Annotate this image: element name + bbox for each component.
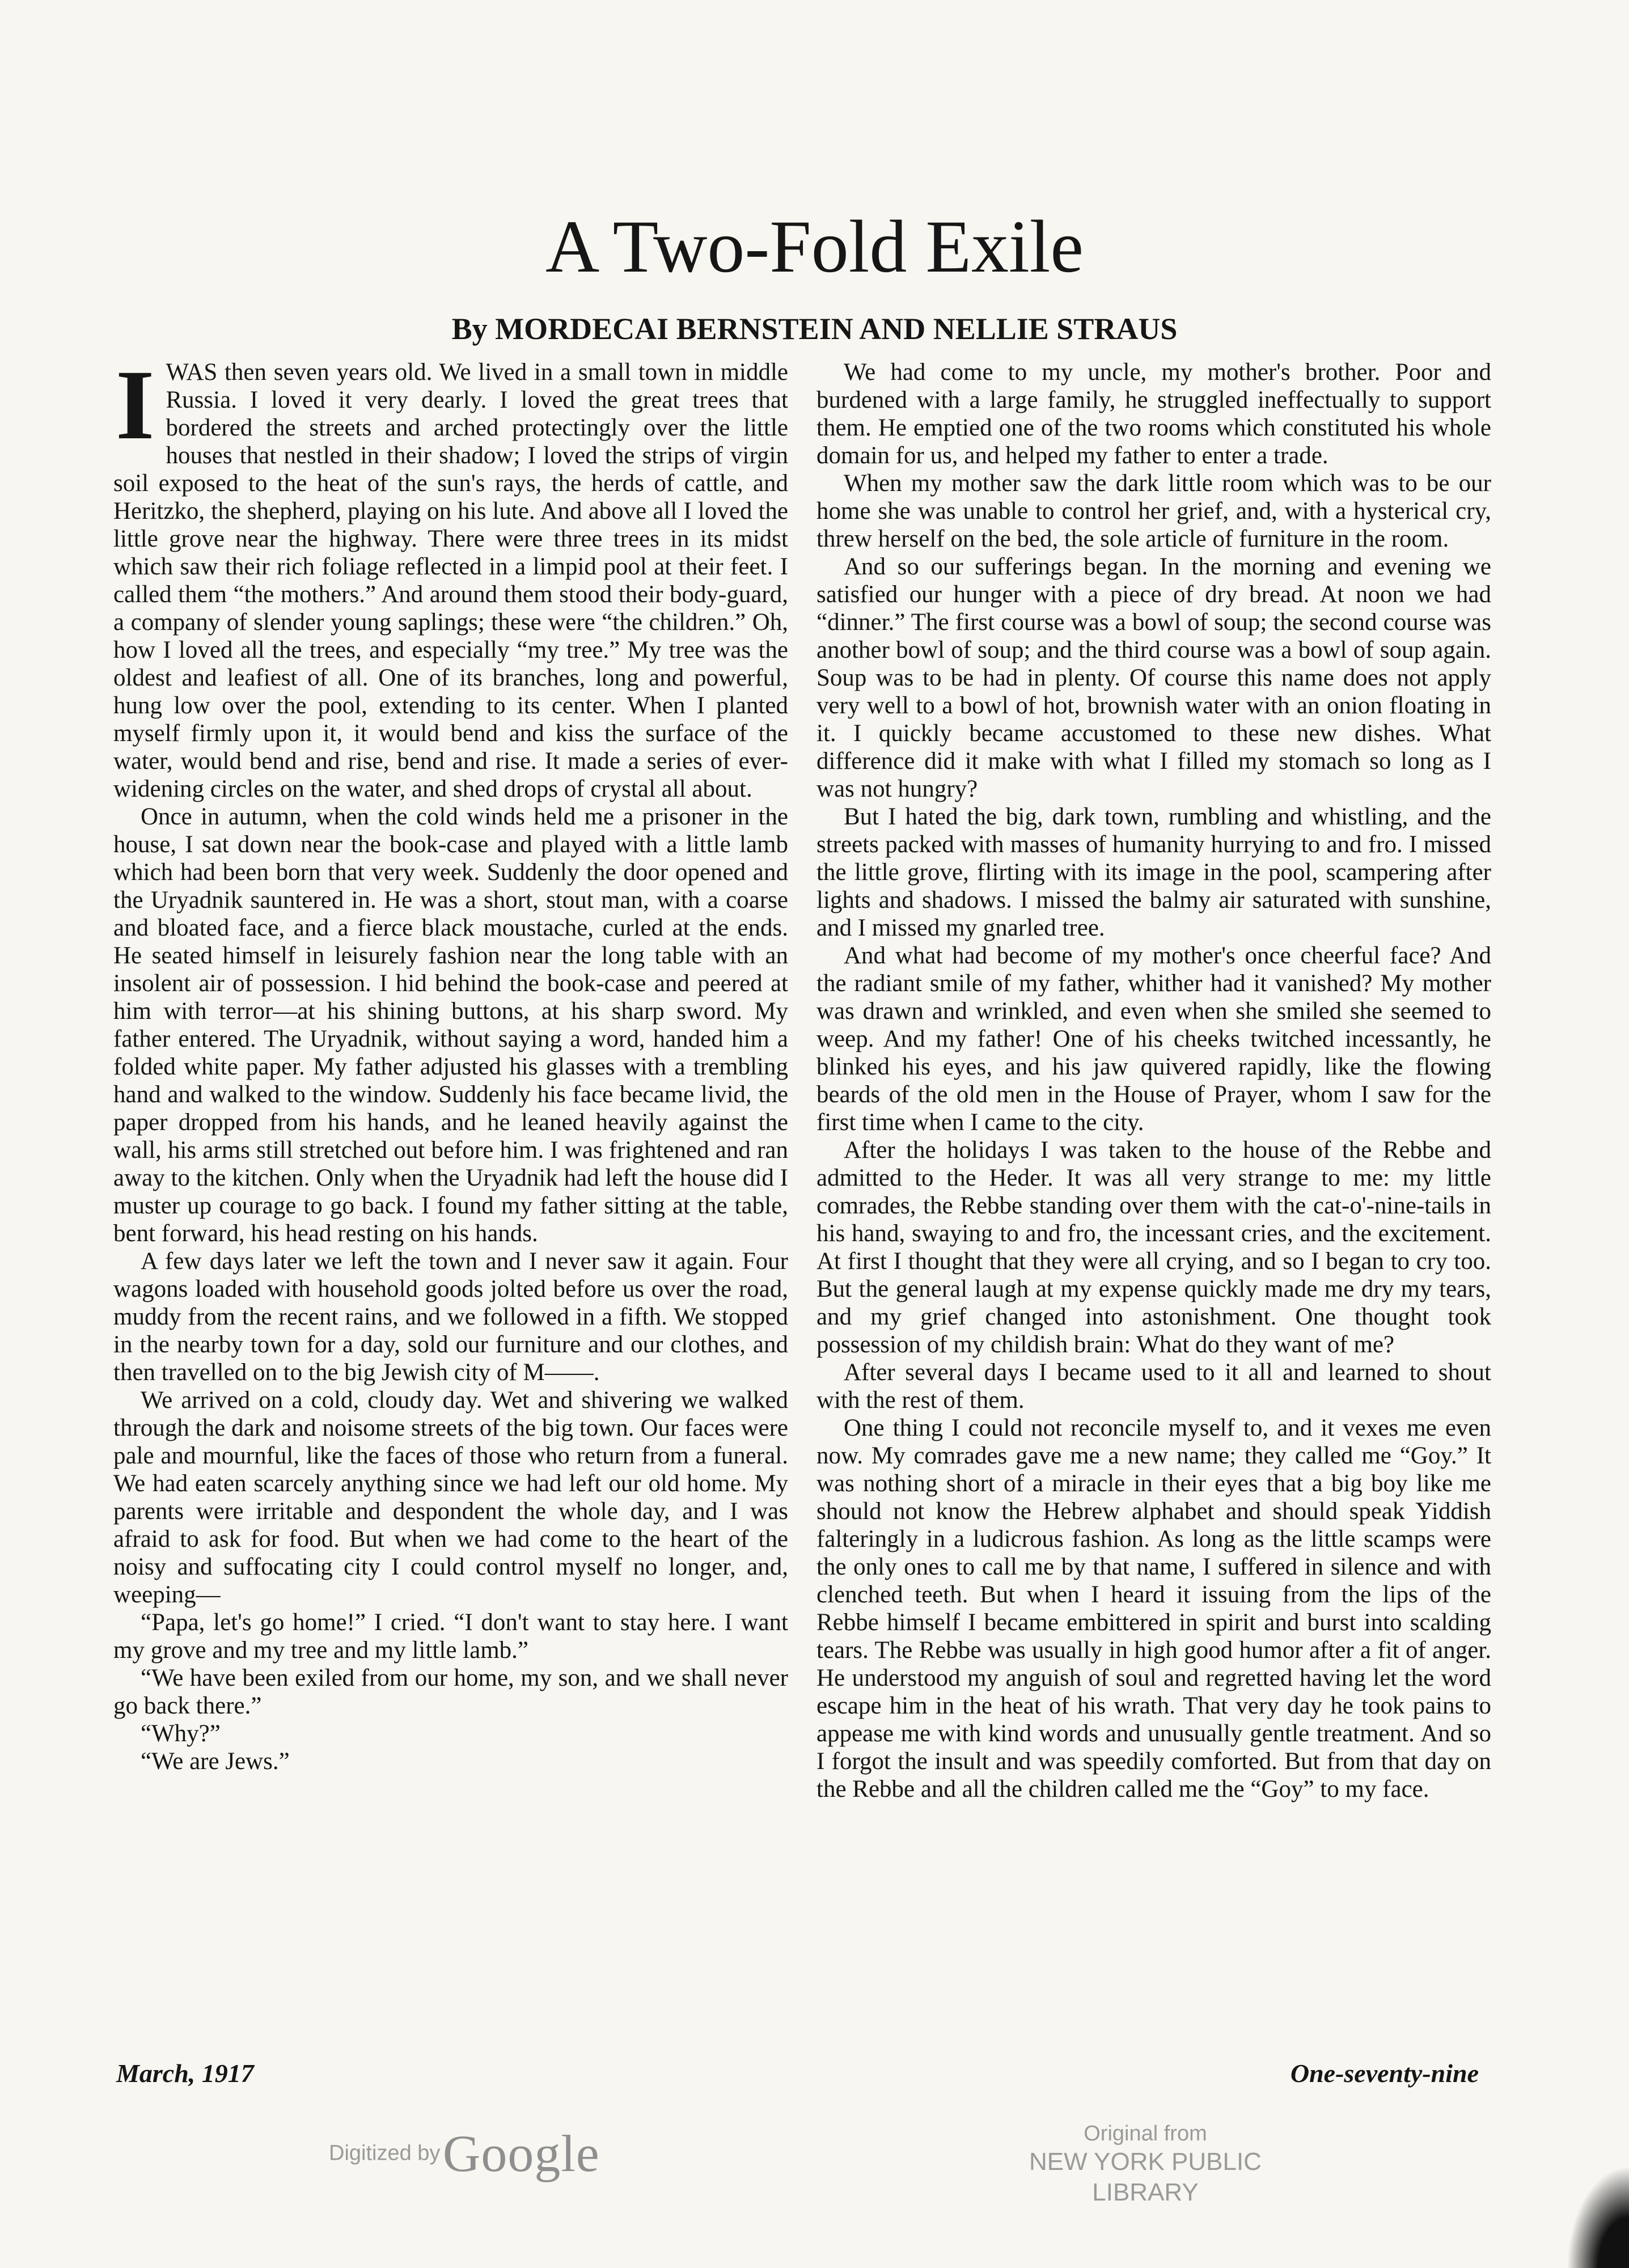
paragraph: We had come to my uncle, my mother's brother. Poor and burdened with a large family, he struggled ineffectually to support them. He emptied one of the two rooms which constituted his whole domain for us, and helped my father to enter a trade. (816, 359, 1491, 469)
footer-date: March, 1917 (116, 2059, 254, 2088)
paragraph: “We have been exiled from our home, my son, and we shall never go back there.” (113, 1665, 788, 1719)
article-title: A Two-Fold Exile (545, 205, 1084, 288)
paragraph: Once in autumn, when the cold winds held me a prisoner in the house, I sat down near the book-case and played with a little lamb which had been born that very week. Suddenly the door opened and the Uryadnik sauntered in. He was a short, stout man, with a coarse and bloated face, and a fierce black moustache, curled at the ends. He seated himself in leisurely fashion near the long table with an insolent air of possession. I hid behind the book-case and peered at him with terror—at his shining buttons, at his sharp sword. My father entered. The Uryadnik, without saying a word, handed him a folded white paper. My father adjusted his glasses with a trembling hand and walked to the window. Suddenly his face became livid, the paper dropped from his hands, and he leaned heavily against the wall, his arms still stretched out before him. I was frightened and ran away to the kitchen. Only when the Uryadnik had left the house did I muster up courage to go back. I found my father sitting at the table, bent forward, his head resting on his hands. (113, 803, 788, 1247)
scan-edge-shadow (1567, 2166, 1629, 2268)
paragraph: “Papa, let's go home!” I cried. “I don't want to stay here. I want my grove and my tree and my little lamb.” (113, 1609, 788, 1664)
google-logo: Google (442, 2125, 600, 2182)
paragraph: When my mother saw the dark little room which was to be our home she was unable to control her grief, and, with a hysterical cry, threw herself on the bed, the sole article of furniture in the room. (816, 470, 1491, 552)
paragraph: WAS then seven years old. We lived in a small town in middle Russia. I loved it very dearly. I loved the great trees that bordered the streets and arched protectingly over the little houses that nestled in their shadow; I loved the strips of virgin soil exposed to the heat of the sun's rays, the herds of cattle, and Heritzko, the shepherd, playing on his lute. And above all I loved the little grove near the highway. There were three trees in its midst which saw their rich foliage reflected in a limpid pool at their feet. I called them “the mothers.” And around them stood their body-guard, a company of slender young saplings; these were “the children.” Oh, how I loved all the trees, and especially “my tree.” My tree was the oldest and leafiest of all. One of its branches, long and powerful, hung low over the pool, extending to its center. When I planted myself firmly upon it, it would bend and kiss the surface of the water, would bend and rise, bend and rise. It made a series of ever-widening circles on the water, and shed drops of crystal all about. (113, 359, 788, 802)
paragraph: And so our sufferings began. In the morning and evening we satisfied our hunger with a piece of dry bread. At noon we had “dinner.” The first course was a bowl of soup; the second course was another bowl of soup; and the third course was a bowl of soup again. Soup was to be had in plenty. Of course this name does not apply very well to a bowl of hot, brownish water with an onion floating in it. I quickly became accustomed to these new dishes. What difference did it make with what I filled my stomach so long as I was not hungry? (816, 553, 1491, 802)
paragraph: After the holidays I was taken to the house of the Rebbe and admitted to the Heder. It was all very strange to me: my little comrades, the Rebbe standing over them with the cat-o'-nine-tails in his hand, swaying to and fro, the incessant cries, and the excitement. At first I thought that they were all crying, and so I began to cry too. But the general laugh at my expense quickly made me dry my tears, and my grief changed into astonishment. One thought took possession of my childish brain: What do they want of me? (816, 1137, 1491, 1358)
paragraph: We arrived on a cold, cloudy day. Wet and shivering we walked through the dark and noisome streets of the big town. Our faces were pale and mournful, like the faces of those who return from a funeral. We had eaten scarcely anything since we had left our old home. My parents were irritable and despondent the whole day, and I was afraid to ask for food. But when we had come to the heart of the noisy and suffocating city I could control myself no longer, and, weeping— (113, 1387, 788, 1608)
left-column (113, 358, 788, 2071)
digitized-by-label: Digitized by (329, 2141, 441, 2165)
paragraph: One thing I could not reconcile myself to, and it vexes me even now. My comrades gave me a new name; they called me “Goy.” It was nothing short of a miracle in their eyes that a big boy like me should not know the Hebrew alphabet and should speak Yiddish falteringly in a ludicrous fashion. As long as the little scamps were the only ones to call me by that name, I suffered in silence and with clenched teeth. But when I heard it issuing from the lips of the Rebbe himself I became embittered in spirit and burst into scalding tears. The Rebbe was usually in high good humor after a fit of anger. He understood my anguish of soul and regretted having let the word escape him in the heat of his wrath. That very day he took pains to appease me with kind words and unusually gentle treatment. And so I forgot the insult and was speedily comforted. But from that day on the Rebbe and all the children called me the “Goy” to my face. (816, 1415, 1491, 1802)
drop-cap: I (116, 358, 155, 460)
paragraph: A few days later we left the town and I never saw it again. Four wagons loaded with household goods jolted before us over the road, muddy from the recent rains, and we followed in a fifth. We stopped in the nearby town for a day, sold our furniture and our clothes, and then travelled on to the big Jewish city of M——. (113, 1248, 788, 1386)
library-name: NEW YORK PUBLIC LIBRARY (1029, 2148, 1262, 2206)
original-from-label: Original from (1084, 2122, 1207, 2146)
paragraph: And what had become of my mother's once cheerful face? And the radiant smile of my father, whither had it vanished? My mother was drawn and wrinkled, and even when she smiled she seemed to weep. And my father! One of his cheeks twitched incessantly, he blinked his eyes, and his jaw quivered rapidly, like the flowing beards of the old men in the House of Prayer, whom I saw for the first time when I came to the city. (816, 942, 1491, 1136)
digitized-by-watermark (329, 2123, 600, 2184)
article-byline: By MORDECAI BERNSTEIN AND NELLIE STRAUS (451, 312, 1178, 346)
paragraph: “We are Jews.” (141, 1748, 290, 1775)
right-column (816, 358, 1491, 2071)
paragraph: After several days I became used to it all and learned to shout with the rest of them. (816, 1359, 1491, 1414)
paragraph: “Why?” (141, 1720, 221, 1747)
footer-page-number: One-seventy-nine (1290, 2059, 1479, 2088)
paragraph: But I hated the big, dark town, rumbling and whistling, and the streets packed with masses of humanity hurrying to and fro. I missed the little grove, flirting with its image in the pool, scampering after lights and shadows. I missed the balmy air saturated with sunshine, and I missed my gnarled tree. (816, 803, 1491, 941)
original-from-watermark (975, 2121, 1315, 2208)
